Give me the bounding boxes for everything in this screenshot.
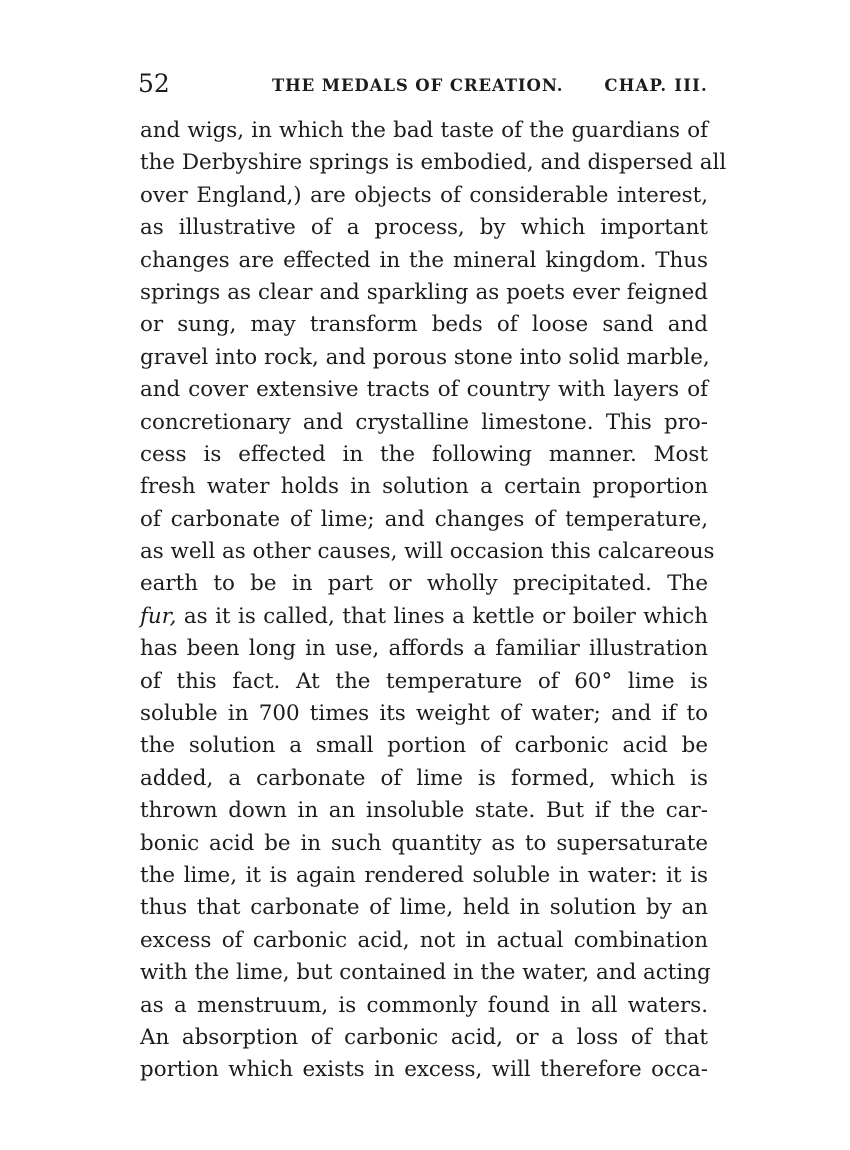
- text-line-with-italic: [140, 601, 708, 633]
- text-line: the Derbyshire springs is embodied, and dispersed all: [140, 150, 727, 176]
- book-page: [138, 0, 727, 1150]
- text-line: earth to be in part or wholly precipitated. The: [140, 571, 708, 597]
- text-line: springs as clear and sparkling as poets ever feigned: [140, 279, 708, 305]
- text-line: has been long in use, affords a familiar illustration: [140, 636, 708, 662]
- text-line: of carbonate of lime; and changes of temperature,: [140, 506, 708, 532]
- text-line: cess is effected in the following manner. Most: [140, 441, 708, 467]
- page-number: 52: [138, 69, 170, 98]
- italic-word-fur: fur,: [140, 603, 177, 629]
- text-line-remainder: as it is called, that lines a kettle or boiler which: [183, 603, 708, 629]
- chapter-reference: CHAP. III.: [604, 76, 708, 95]
- text-line: soluble in 700 times its weight of water; and if to: [140, 701, 708, 727]
- text-line: with the lime, but contained in the water, and acting: [140, 960, 711, 986]
- running-header: [140, 66, 708, 106]
- text-line: or sung, may transform beds of loose sand and: [140, 312, 708, 338]
- text-line: added, a carbonate of lime is formed, which is: [140, 765, 708, 791]
- text-line: thus that carbonate of lime, held in solution by an: [140, 895, 708, 921]
- text-line: An absorption of carbonic acid, or a loss of that: [140, 1024, 708, 1050]
- text-line: the lime, it is again rendered soluble in water: it is: [140, 862, 708, 888]
- text-line: gravel into rock, and porous stone into solid marble,: [140, 344, 710, 370]
- text-line: changes are effected in the mineral kingdom. Thus: [140, 247, 708, 273]
- text-line: bonic acid be in such quantity as to supersaturate: [140, 830, 708, 856]
- text-line: as a menstruum, is commonly found in all waters.: [140, 992, 708, 1018]
- text-line: and wigs, in which the bad taste of the guardians of: [140, 118, 708, 143]
- text-line: thrown down in an insoluble state. But if the car-: [140, 798, 708, 824]
- text-line: excess of carbonic acid, not in actual combination: [140, 927, 708, 953]
- text-line: the solution a small portion of carbonic acid be: [140, 733, 708, 759]
- body-text: [140, 115, 727, 1087]
- text-line: fresh water holds in solution a certain proportion: [140, 474, 708, 500]
- text-line: and cover extensive tracts of country with layers of: [140, 377, 708, 403]
- running-title: THE MEDALS OF CREATION.: [272, 76, 564, 95]
- text-line: of this fact. At the temperature of 60° lime is: [140, 668, 708, 694]
- text-line: as well as other causes, will occasion this calcareous: [140, 539, 715, 565]
- text-line: over England,) are objects of considerable interest,: [140, 182, 708, 208]
- text-line: concretionary and crystalline limestone. This pro-: [140, 409, 708, 435]
- text-line: portion which exists in excess, will therefore occa-: [140, 1057, 708, 1083]
- text-line: as illustrative of a process, by which important: [140, 215, 708, 241]
